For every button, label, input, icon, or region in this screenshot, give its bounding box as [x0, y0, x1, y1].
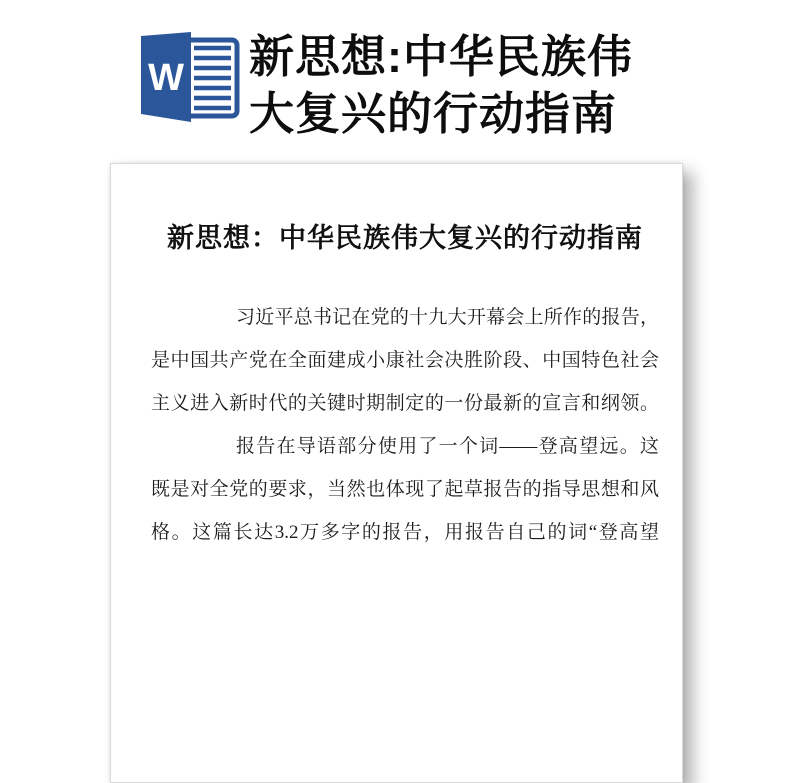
document-line: 主义进入新时代的关键时期制定的一份最新的宣言和纲领。 — [151, 393, 659, 414]
document-line: 既是对全党的要求，当然也体现了起草报告的指导思想和风 — [151, 479, 659, 500]
document-content — [111, 218, 682, 554]
document-preview-page — [110, 163, 683, 783]
word-icon-sheet-lines — [194, 48, 231, 108]
file-title-line-1: 新思想:中华民族伟 — [249, 31, 633, 82]
document-line: 是中国共产党在全面建成小康社会决胜阶段、中国特色社会 — [151, 350, 659, 371]
document-paragraph — [151, 425, 659, 554]
file-title — [249, 28, 633, 142]
document-header — [133, 28, 633, 142]
document-title: 新思想：中华民族伟大复兴的行动指南 — [167, 223, 643, 253]
document-line: 报告在导语部分使用了一个词——登高望远。这 — [236, 436, 659, 457]
document-line: 习近平总书记在党的十九大开幕会上所作的报告， — [236, 307, 659, 328]
word-file-icon — [133, 30, 241, 124]
file-title-line-2: 大复兴的行动指南 — [249, 88, 618, 139]
document-line: 格。这篇长达3.2万多字的报告，用报告自己的词“登高望 — [151, 522, 659, 543]
word-icon-letter: W — [148, 57, 184, 99]
document-paragraph — [151, 296, 659, 425]
